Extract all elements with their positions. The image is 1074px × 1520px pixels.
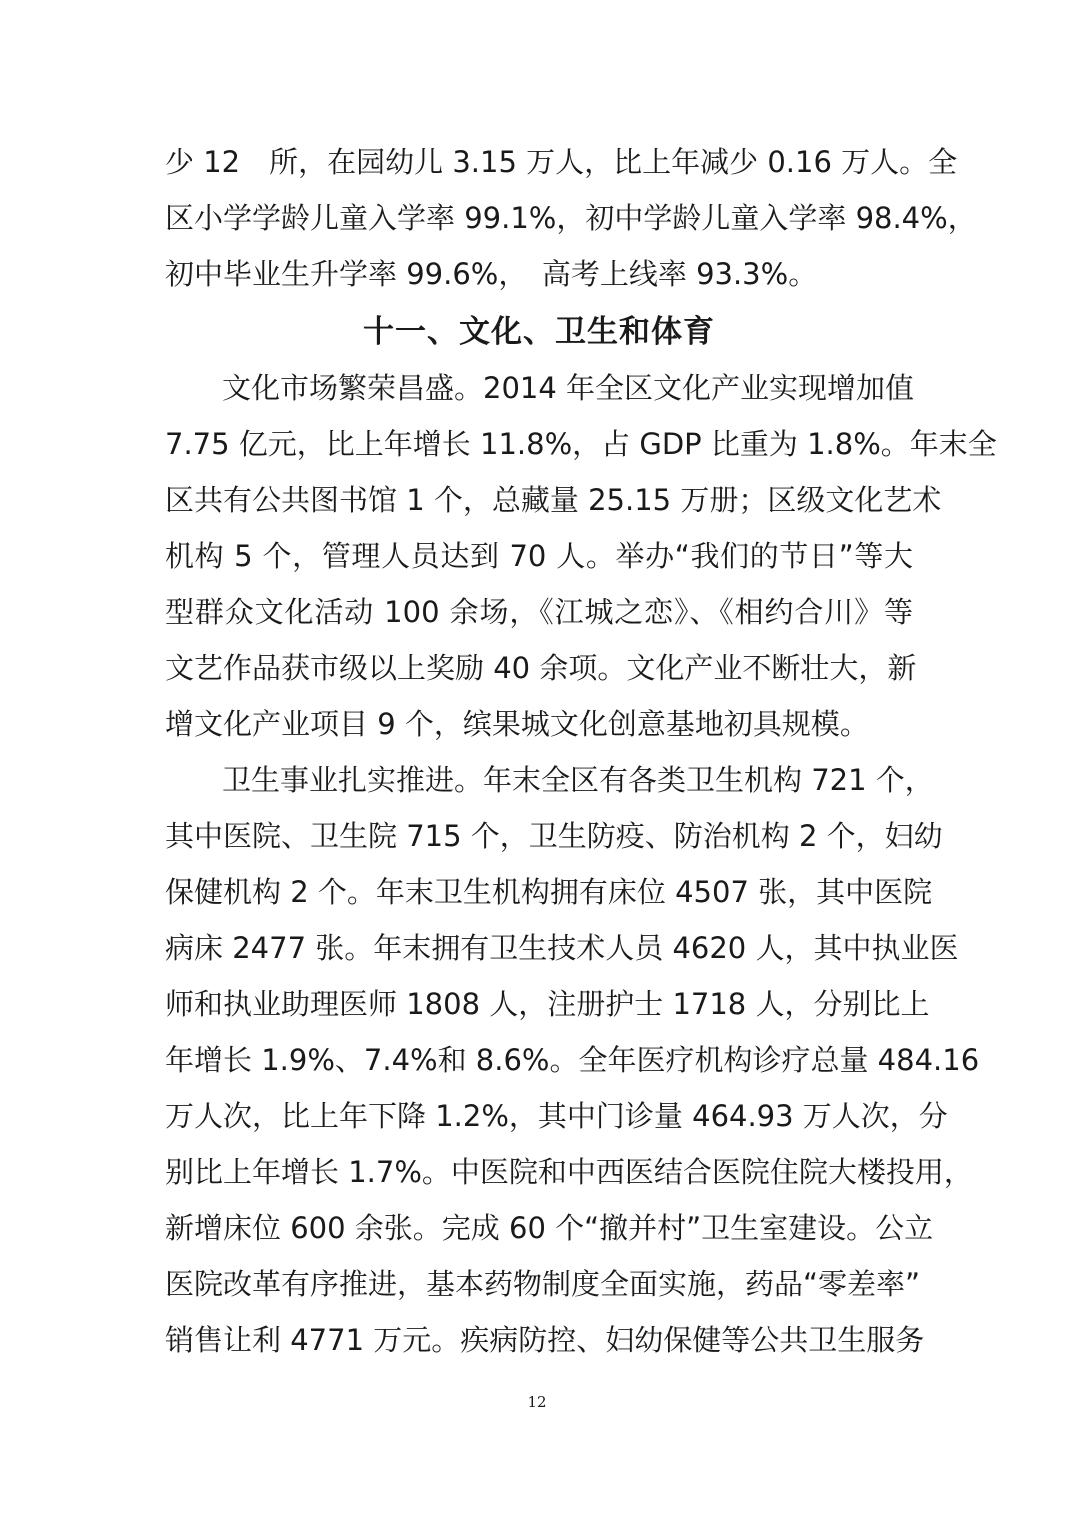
culture-line-4: 机构 5 个，管理人员达到 70 人。举办“我们的节日”等大 [165, 539, 913, 573]
health-line-3: 保健机构 2 个。年末卫生机构拥有床位 4507 张，其中医院 [165, 875, 933, 909]
page-number: 12 [527, 1393, 547, 1411]
culture-line-2: 7.75 亿元，比上年增长 11.8%，占 GDP 比重为 1.8%。年末全 [165, 427, 997, 461]
health-line-4: 病床 2477 张。年末拥有卫生技术人员 4620 人，其中执业医 [165, 931, 959, 965]
health-line-5: 师和执业助理医师 1808 人，注册护士 1718 人，分别比上 [165, 987, 930, 1021]
culture-line-5: 型群众文化活动 100 余场，《江城之恋》、《相约合川》等 [165, 595, 913, 629]
intro-line-2: 区小学学龄儿童入学率 99.1%，初中学龄儿童入学率 98.4%， [165, 201, 977, 235]
health-line-8: 别比上年增长 1.7%。中医院和中西医结合医院住院大楼投用， [165, 1155, 973, 1189]
intro-line-1: 少 12 所，在园幼儿 3.15 万人，比上年减少 0.16 万人。全 [165, 145, 958, 179]
culture-line-1: 文化市场繁荣昌盛。2014 年全区文化产业实现增加值 [222, 371, 915, 405]
health-line-9: 新增床位 600 余张。完成 60 个“撤并村”卫生室建设。公立 [165, 1211, 934, 1245]
health-line-6: 年增长 1.9%、7.4%和 8.6%。全年医疗机构诊疗总量 484.16 [165, 1043, 980, 1077]
health-line-1: 卫生事业扎实推进。年末全区有各类卫生机构 721 个， [222, 763, 934, 797]
section-heading: 十一、文化、卫生和体育 [363, 314, 715, 350]
intro-line-3: 初中毕业生升学率 99.6%， 高考上线率 93.3%。 [165, 257, 818, 291]
culture-line-3: 区共有公共图书馆 1 个，总藏量 25.15 万册；区级文化艺术 [165, 483, 942, 517]
health-line-10: 医院改革有序推进，基本药物制度全面实施，药品“零差率” [165, 1267, 921, 1301]
health-line-2: 其中医院、卫生院 715 个，卫生防疫、防治机构 2 个，妇幼 [165, 819, 943, 853]
culture-line-6: 文艺作品获市级以上奖励 40 余项。文化产业不断壮大，新 [165, 651, 917, 685]
culture-line-7: 增文化产业项目 9 个，缤果城文化创意基地初具规模。 [165, 707, 869, 741]
health-line-7: 万人次，比上年下降 1.2%，其中门诊量 464.93 万人次，分 [165, 1099, 948, 1133]
health-line-11: 销售让利 4771 万元。疾病防控、妇幼保健等公共卫生服务 [165, 1323, 925, 1357]
